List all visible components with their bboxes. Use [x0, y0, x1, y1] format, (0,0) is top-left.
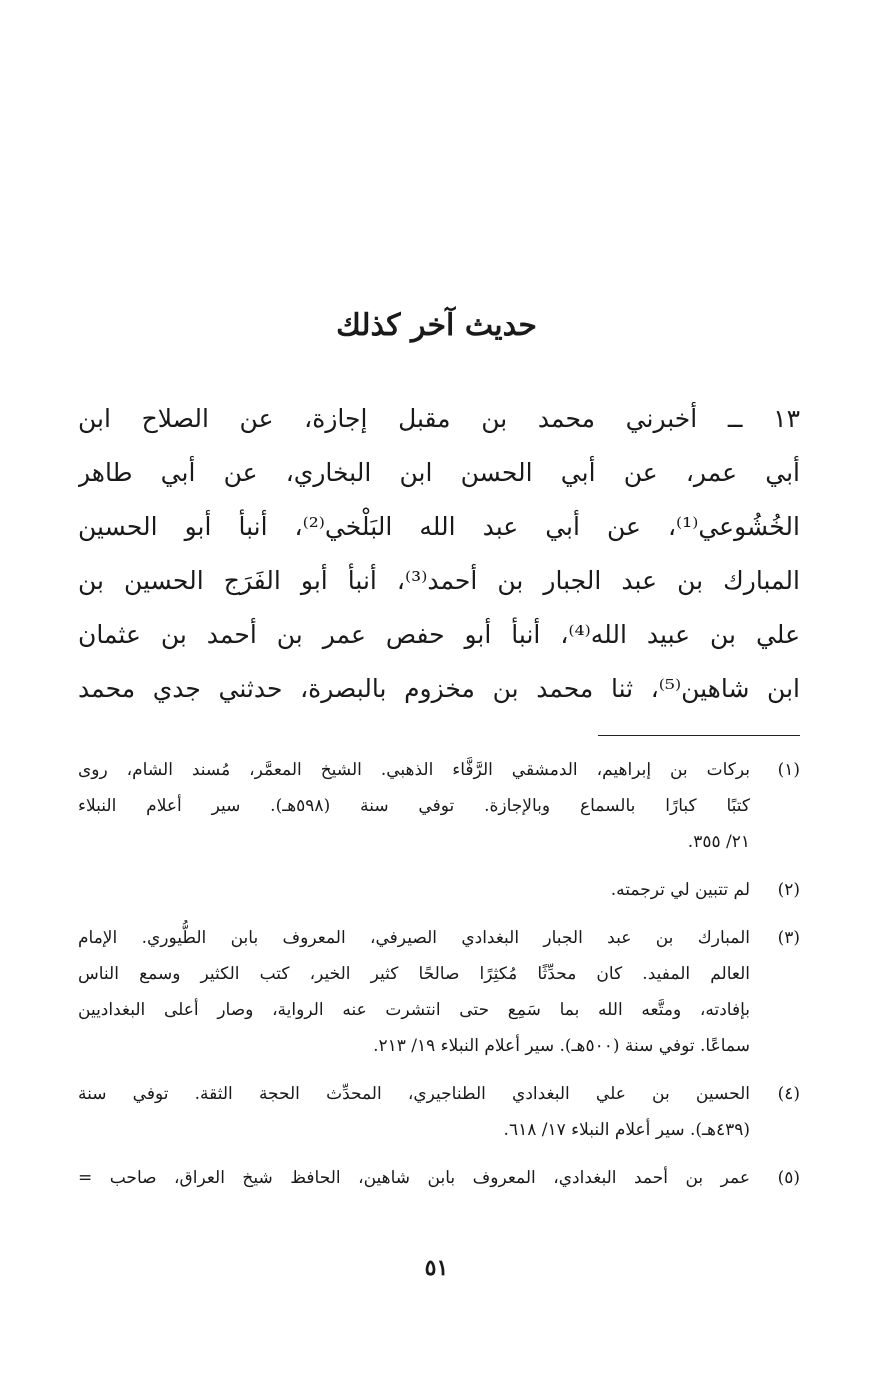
- footnote-3: [78, 920, 800, 1064]
- page-number: ٥١: [424, 1255, 449, 1281]
- body-line: ١٣ ــ أخبرني محمد بن مقبل إجازة، عن الصلاح ابن: [78, 404, 800, 433]
- body-line: المبارك بن عبد الجبار بن أحمد⁽³⁾، أنبأ أبو الفَرَج الحسين بن: [78, 566, 800, 595]
- footnote-line: الحسين بن علي البغدادي الطناجيري، المحدِّث الحجة الثقة. توفي سنة: [78, 1084, 750, 1104]
- body-line: أبي عمر، عن أبي الحسن ابن البخاري، عن أبي طاهر: [78, 458, 800, 487]
- hadith-text: [78, 392, 800, 716]
- footnotes: [78, 752, 800, 1208]
- footnote-number: (٥): [777, 1168, 800, 1188]
- footnote-line: كتبًا كبارًا بالسماع وبالإجازة. توفي سنة (٥٩٨هـ). سير أعلام النبلاء: [78, 796, 750, 816]
- footnote-2: [78, 872, 800, 908]
- body-line: علي بن عبيد الله⁽⁴⁾، أنبأ أبو حفص عمر بن أحمد بن عثمان: [78, 620, 800, 649]
- footnote-line: بإفادته، ومتَّعه الله بما سَمِع حتى انتشرت عنه الرواية، وصار أعلى البغداديين: [78, 1000, 750, 1020]
- section-title: حديث آخر كذلك: [336, 308, 537, 343]
- footnote-line: العالم المفيد. كان محدِّثًا مُكثِرًا صالحًا كثير الخير، كتب الكثير وسمع الناس: [78, 964, 750, 984]
- footnote-line: المبارك بن عبد الجبار البغدادي الصيرفي، المعروف بابن الطُّيوري. الإمام: [78, 928, 750, 948]
- footnote-number: (٤): [777, 1084, 800, 1104]
- footnote-line: عمر بن أحمد البغدادي، المعروف بابن شاهين، الحافظ شيخ العراق، صاحب =: [78, 1168, 750, 1188]
- footnote-line: لم تتبين لي ترجمته.: [610, 880, 750, 900]
- footnote-number: (١): [777, 760, 800, 780]
- footnote-line: (٤٣٩هـ). سير أعلام النبلاء ١٧/ ٦١٨.: [503, 1120, 750, 1140]
- footnote-line: ٢١/ ٣٥٥.: [687, 832, 750, 852]
- body-line: الخُشُوعي⁽¹⁾، عن أبي عبد الله البَلْخي⁽²⁾، أنبأ أبو الحسين: [78, 512, 800, 541]
- footnote-separator: [598, 735, 800, 736]
- body-line: ابن شاهين⁽⁵⁾، ثنا محمد بن مخزوم بالبصرة، حدثني جدي محمد: [78, 674, 800, 703]
- footnote-1: [78, 752, 800, 860]
- footnote-number: (٢): [777, 880, 800, 900]
- footnote-4: [78, 1076, 800, 1148]
- footnote-line: سماعًا. توفي سنة (٥٠٠هـ). سير أعلام النبلاء ١٩/ ٢١٣.: [373, 1036, 750, 1056]
- footnote-5: [78, 1160, 800, 1196]
- footnote-line: بركات بن إبراهيم، الدمشقي الرَّفَّاء الذهبي. الشيخ المعمَّر، مُسند الشام، روى: [78, 760, 750, 780]
- footnote-number: (٣): [777, 928, 800, 948]
